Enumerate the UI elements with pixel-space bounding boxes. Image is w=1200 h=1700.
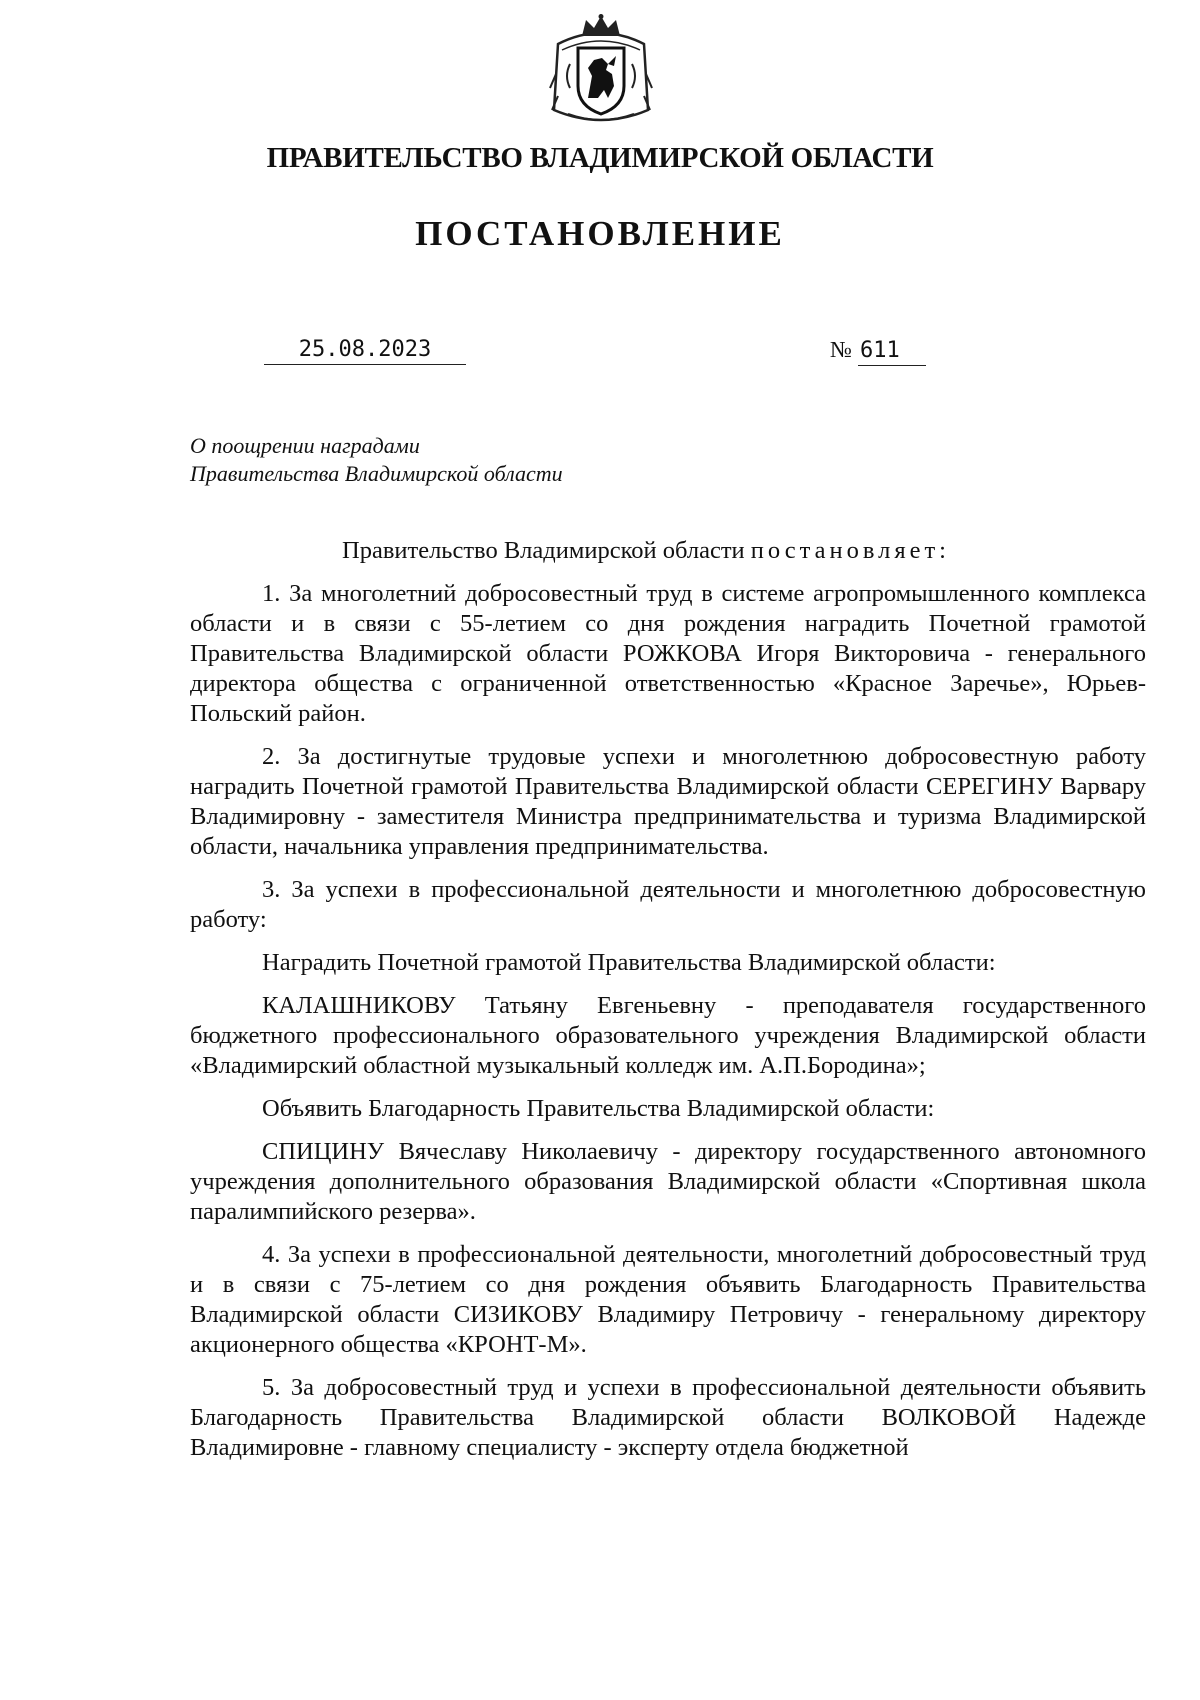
number-value: 611 — [858, 338, 926, 366]
number-sign: № — [830, 337, 852, 362]
paragraph: 5. За добросовестный труд и успехи в профессиональной деятельности объявить Благодарность Правительства Владимирской области ВОЛКОВОЙ Надежде Владимировне - главному специалисту - эксперту отдела бюджетной — [190, 1374, 1146, 1461]
paragraph: Наградить Почетной грамотой Правительства Владимирской области: — [262, 949, 996, 976]
paragraph: 1. За многолетний добросовестный труд в системе агропромышленного комплекса области и в связи с 55-летием со дня рождения наградить Почетной грамотой Правительства Владимирской области РОЖКОВА Игоря Викторовича - генерального директора общества с ограниченной ответственностью «Красное Заречье», Юрьев-Польский район. — [190, 580, 1146, 727]
preamble — [190, 536, 1146, 566]
document-subject — [190, 432, 563, 488]
paragraph: КАЛАШНИКОВУ Татьяну Евгеньевну - преподавателя государственного бюджетного профессионального образовательного учреждения Владимирской области «Владимирский областной музыкальный колледж им. А.П.Бородина»; — [190, 992, 1146, 1079]
document-body — [190, 536, 1146, 1476]
government-title: ПРАВИТЕЛЬСТВО ВЛАДИМИРСКОЙ ОБЛАСТИ — [266, 142, 934, 174]
coat-of-arms-icon — [548, 14, 654, 130]
preamble-decree-word: постановляет: — [750, 537, 950, 564]
document-number — [830, 337, 926, 366]
paragraph: 3. За успехи в профессиональной деятельности и многолетнюю добросовестную работу: — [190, 876, 1146, 933]
preamble-text: Правительство Владимирской области — [342, 537, 751, 564]
subject-line: Правительства Владимирской области — [190, 461, 563, 486]
subject-line: О поощрении наградами — [190, 433, 420, 458]
document-type: ПОСТАНОВЛЕНИЕ — [415, 214, 785, 253]
document-date: 25.08.2023 — [264, 337, 466, 365]
paragraph: Объявить Благодарность Правительства Владимирской области: — [262, 1095, 935, 1122]
paragraph: 4. За успехи в профессиональной деятельности, многолетний добросовестный труд и в связи с 75-летием со дня рождения объявить Благодарность Правительства Владимирской области СИЗИКОВУ Владимиру Петровичу - генеральному директору акционерного общества «КРОНТ-М». — [190, 1241, 1146, 1358]
paragraph: 2. За достигнутые трудовые успехи и многолетнюю добросовестную работу наградить Почетной грамотой Правительства Владимирской области СЕРЕГИНУ Варвару Владимировну - заместителя Министра предпринимательства и туризма Владимирской области, начальника управления предпринимательства. — [190, 743, 1146, 860]
paragraph: СПИЦИНУ Вячеславу Николаевичу - директору государственного автономного учреждения дополнительного образования Владимирской области «Спортивная школа паралимпийского резерва». — [190, 1138, 1146, 1225]
